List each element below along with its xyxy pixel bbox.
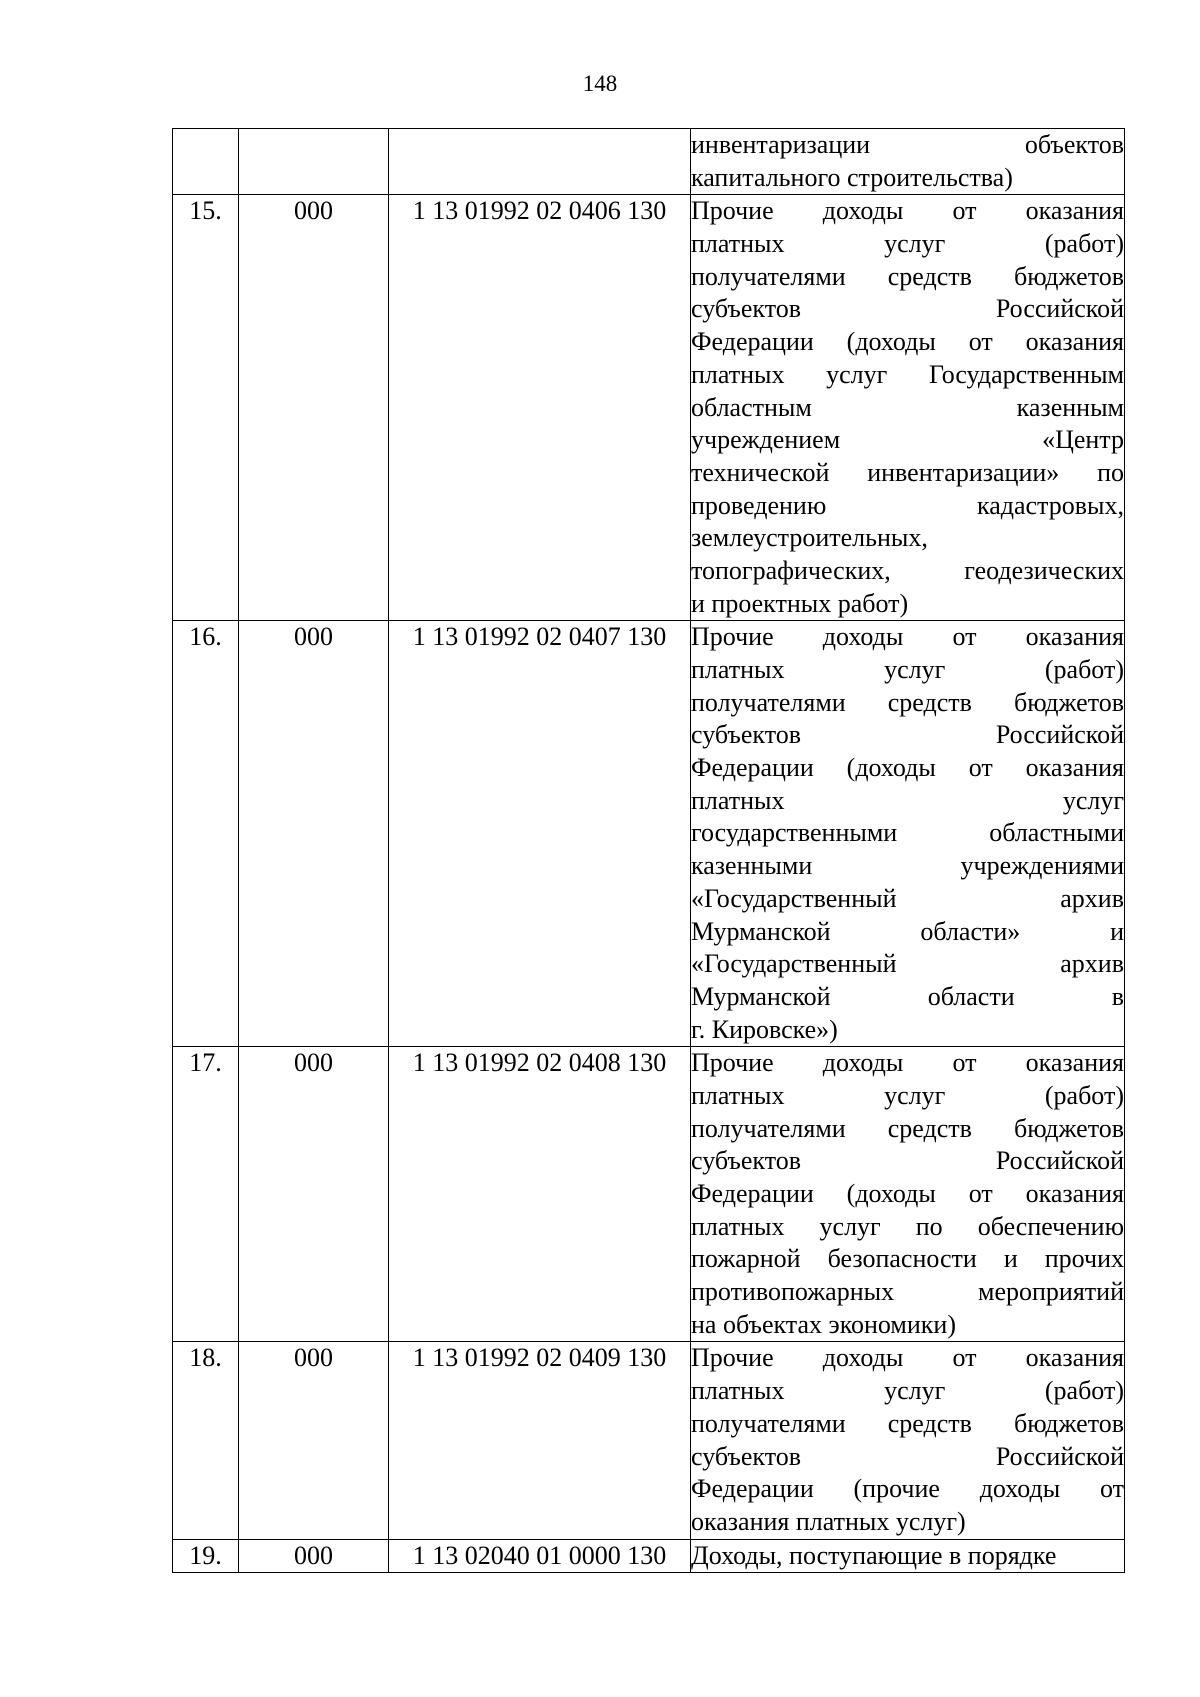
description-line: субъектов Российской [691, 720, 1124, 750]
description-line: платных услуг Государственным [691, 359, 1124, 389]
description-line: Федерации (прочие доходы от [691, 1474, 1124, 1504]
administrator-code-cell: 000 [239, 195, 389, 621]
administrator-code-cell: 000 [239, 1342, 389, 1539]
description-line: топографических, геодезических [691, 555, 1124, 585]
table-row [173, 1047, 1125, 1342]
description-line: оказания платных услуг) [691, 1506, 966, 1536]
description-line: областным казенным [691, 392, 1124, 422]
revenue-description-cell [691, 1539, 1125, 1573]
description-line: получателями средств бюджетов [691, 687, 1124, 717]
administrator-code-cell: 000 [239, 1539, 389, 1573]
description-line: «Государственный архив [691, 949, 1124, 979]
description-line: платных услуг [691, 785, 1124, 815]
table-body [173, 129, 1125, 1573]
table-row [173, 129, 1125, 195]
row-number-cell [173, 129, 239, 195]
description-line: Федерации (доходы от оказания [691, 327, 1124, 357]
revenue-description-cell [691, 129, 1125, 195]
description-line: пожарной безопасности и прочих [691, 1244, 1124, 1274]
description-line: государственными областными [691, 818, 1124, 848]
description-line: Мурманской области в [691, 981, 1124, 1011]
budget-classification-code-cell: 1 13 01992 02 0408 130 [389, 1047, 691, 1342]
row-number-cell: 18. [173, 1342, 239, 1539]
description-line: «Государственный архив [691, 883, 1124, 913]
row-number-cell: 16. [173, 621, 239, 1047]
description-line: субъектов Российской [691, 1146, 1124, 1176]
revenue-description-cell [691, 1047, 1125, 1342]
description-line: противопожарных мероприятий [691, 1277, 1124, 1307]
budget-classification-code-cell: 1 13 01992 02 0409 130 [389, 1342, 691, 1539]
revenue-description-cell [691, 621, 1125, 1047]
administrator-code-cell: 000 [239, 1047, 389, 1342]
row-number-cell: 15. [173, 195, 239, 621]
description-line: Федерации (доходы от оказания [691, 753, 1124, 783]
budget-classification-code-cell: 1 13 01992 02 0407 130 [389, 621, 691, 1047]
page-number: 148 [582, 71, 618, 96]
description-line: получателями средств бюджетов [691, 261, 1124, 291]
description-line: на объектах экономики) [691, 1309, 956, 1339]
description-line: получателями средств бюджетов [691, 1408, 1124, 1438]
description-line: учреждением «Центр [691, 425, 1124, 455]
description-line: казенными учреждениями [691, 851, 1124, 881]
budget-revenue-table [172, 128, 1125, 1573]
table-row [173, 1342, 1125, 1539]
row-number-cell: 19. [173, 1539, 239, 1573]
administrator-code-cell [239, 129, 389, 195]
description-line: Прочие доходы от оказания [691, 1343, 1124, 1373]
description-line: Доходы, поступающие в порядке [691, 1540, 1057, 1570]
description-line: землеустроительных, [691, 523, 928, 553]
description-line: Мурманской области» и [691, 916, 1124, 946]
revenue-description-cell [691, 1342, 1125, 1539]
description-line: Прочие доходы от оказания [691, 196, 1124, 226]
description-line: платных услуг (работ) [691, 655, 1124, 684]
description-line: Федерации (доходы от оказания [691, 1179, 1124, 1208]
budget-classification-code-cell: 1 13 01992 02 0406 130 [389, 195, 691, 621]
table-row [173, 1539, 1125, 1573]
table-row [173, 195, 1125, 621]
description-line: проведению кадастровых, [691, 490, 1124, 520]
table-row [173, 621, 1125, 1047]
description-line: платных услуг по обеспечению [691, 1211, 1124, 1241]
revenue-description-cell [691, 195, 1125, 621]
description-line: технической инвентаризации» по [691, 457, 1124, 487]
description-line: Прочие доходы от оказания [691, 1048, 1124, 1078]
description-line: платных услуг (работ) [691, 229, 1124, 259]
administrator-code-cell: 000 [239, 621, 389, 1047]
description-line: платных услуг (работ) [691, 1080, 1124, 1110]
description-line: Прочие доходы от оказания [691, 622, 1124, 652]
row-number-cell: 17. [173, 1047, 239, 1342]
description-line: получателями средств бюджетов [691, 1113, 1124, 1143]
description-line: и проектных работ) [691, 588, 909, 618]
budget-classification-code-cell [389, 129, 691, 195]
budget-classification-code-cell: 1 13 02040 01 0000 130 [389, 1539, 691, 1573]
description-line: платных услуг (работ) [691, 1376, 1124, 1406]
description-line: капитального строительства) [691, 162, 1013, 192]
description-line: г. Кировске») [691, 1014, 838, 1044]
description-line: субъектов Российской [691, 1441, 1124, 1471]
description-line: инвентаризации объектов [691, 130, 1124, 159]
description-line: субъектов Российской [691, 294, 1124, 324]
